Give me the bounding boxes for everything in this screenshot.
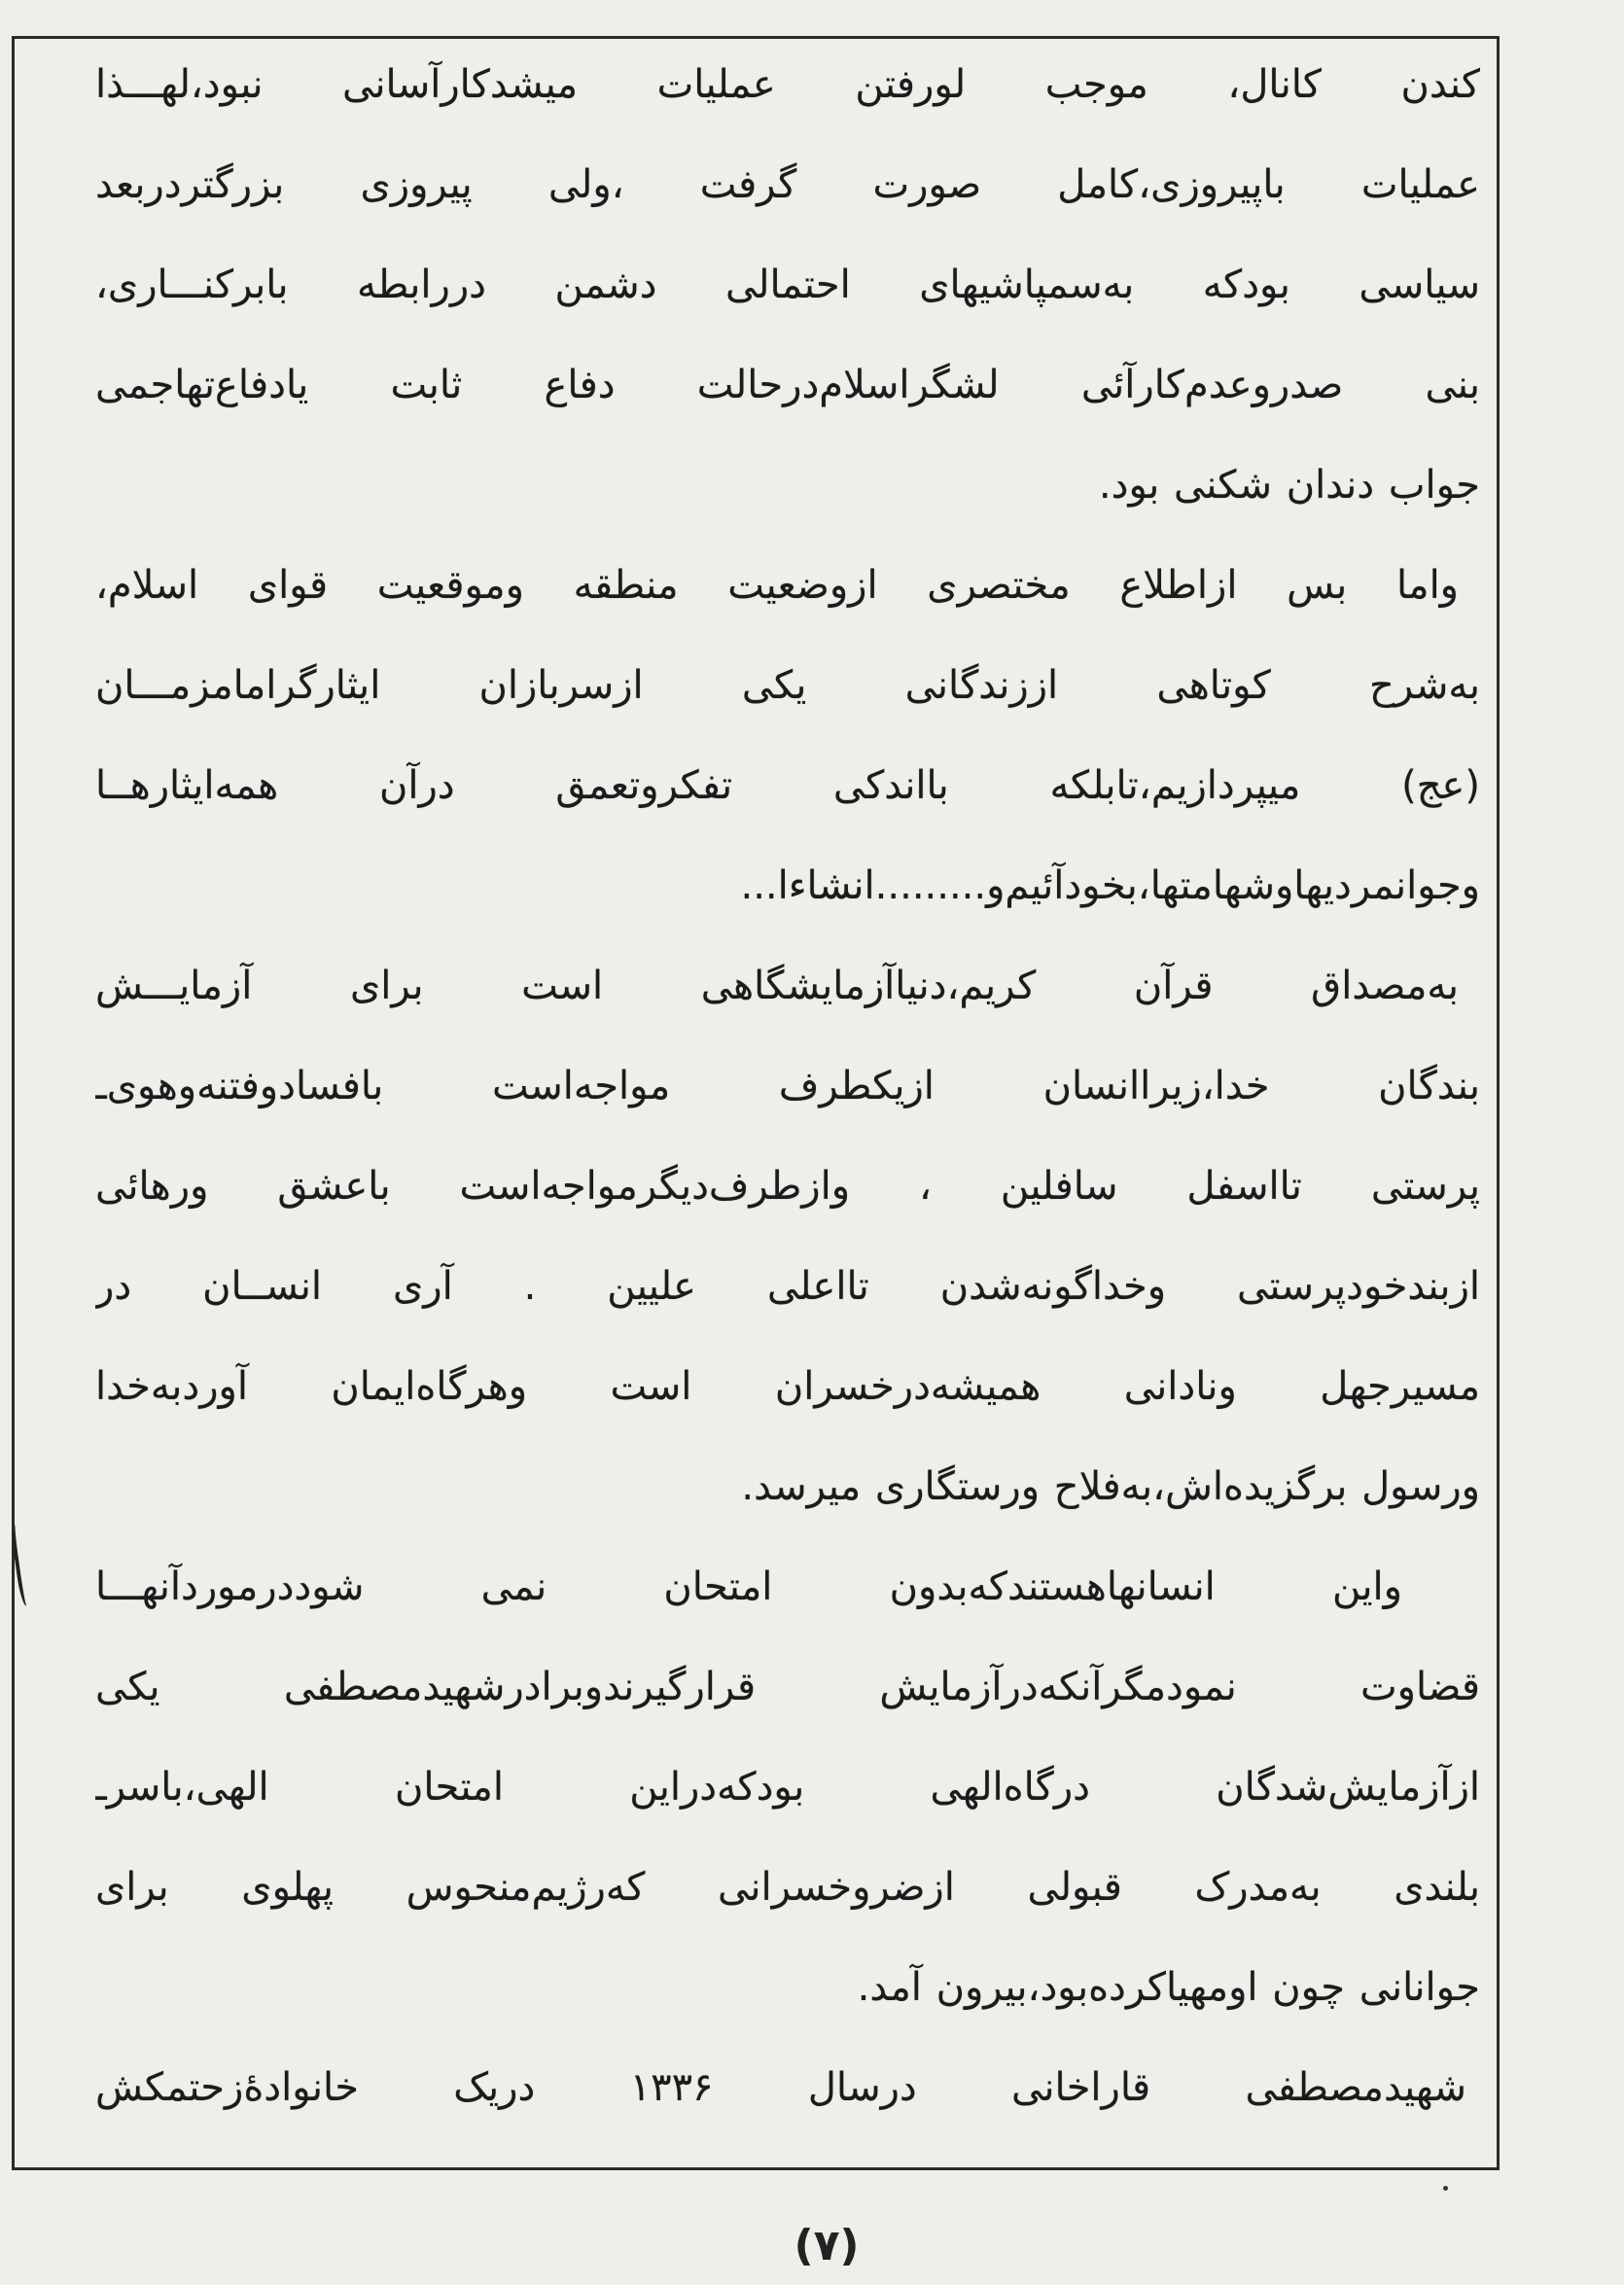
text-line: بلندی به‌مدرک قبولی ازضروخسرانی که‌رژیم‌منحوس پهلوی برای — [95, 1865, 1480, 1910]
text-line: وجوانمردیهاوشهامتها،بخودآئیم‌و.........انشاءا... — [740, 863, 1480, 908]
text-line: ازبندخودپرستی وخداگونه‌شدن تااعلی علیین . آری انســان در — [95, 1264, 1480, 1309]
text-line: ورسول برگزیده‌اش،به‌فلاح ورستگاری میرسد. — [741, 1464, 1480, 1509]
text-line: به‌شرح کوتاهی اززندگانی یکی ازسربازان ایثارگراما‌مزمـــان — [95, 663, 1480, 708]
paragraph-start-line: واما بس ازاطلاع مختصری ازوضعیت منطقه وموقعیت قوای اسلام، — [95, 563, 1459, 608]
text-line: قضاوت نمودمگرآنکه‌درآزمایش قرارگیرندوبرادرشهیدمصطفی یکی — [95, 1665, 1480, 1709]
paragraph-start-line: به‌مصداق قرآن کریم،دنیاآزمایشگاهی است برای آزمایـــش — [95, 964, 1459, 1008]
text-line: پرستی تااسفل سافلین ، وازطرف‌دیگرمواجه‌است باعشق ورهائی — [95, 1164, 1480, 1209]
paragraph-start-line: واین انسانهاهستندکه‌بدون امتحان نمی شوددرموردآنهـــا — [95, 1564, 1402, 1609]
text-line: جواب دندان شکنی بود. — [1098, 463, 1480, 508]
ink-dot — [1443, 2186, 1448, 2191]
paragraph-start-line: شهیدمصطفی قاراخانی درسال ۱۳۳۶ دریک خانواده‌ٔزحتمکش — [95, 2065, 1466, 2110]
text-line: بنی صدروعدم‌کارآئی لشگراسلام‌درحالت دفاع ثابت یادفاع‌تهاجمی — [95, 363, 1480, 407]
text-line: جوانانی چون اومهیاکرده‌بود،بیرون آمد. — [857, 1965, 1480, 2010]
text-line: ازآزمایش‌شدگان درگاه‌الهی بودکه‌دراین امتحان الهی،باسرـ — [95, 1765, 1480, 1810]
text-line: بندگان خدا،زیراانسان ازیکطرف مواجه‌است بافسادوفتنه‌وهوی‌ـ — [95, 1064, 1480, 1108]
document-body-text — [95, 35, 1480, 2138]
text-line: عملیات باپیروزی،کامل صورت گرفت ،ولی پیروزی بزرگتردربعد — [95, 162, 1480, 207]
text-line: کندن کانال، موجب لورفتن عملیات میشدکارآسانی نبود،لهـــذا — [95, 62, 1480, 107]
text-line: سیاسی بودکه به‌سمپاشیهای احتمالی دشمن دررابطه بابرکنـــاری، — [95, 263, 1480, 307]
page-number: (۷) — [794, 2221, 860, 2270]
text-line: (عج) میپردازیم،تابلکه بااندکی تفکروتعمق درآن همه‌ایثارهــا — [95, 763, 1480, 808]
text-line: مسیرجهل ونادانی همیشه‌درخسران است وهرگاه‌ایمان آوردبه‌خدا — [95, 1364, 1480, 1409]
